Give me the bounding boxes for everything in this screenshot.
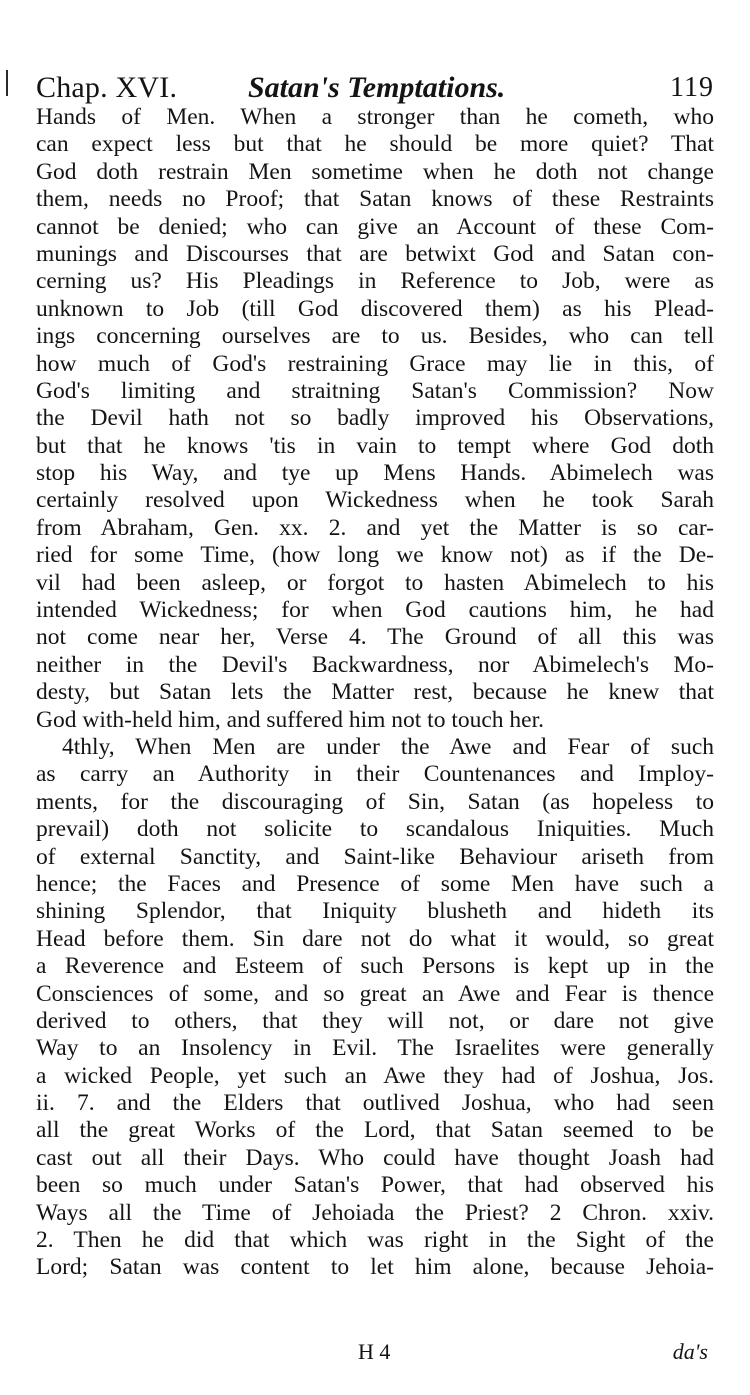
text-line: as carry an Authority in their Countenances and Imploy- bbox=[36, 761, 714, 788]
paragraph-start-line: 4thly, When Men are under the Awe and Fear of such bbox=[62, 733, 714, 760]
text-line: been so much under Satan's Power, that had observed his bbox=[36, 1172, 714, 1199]
text-line: ried for some Time, (how long we know not) as if the De- bbox=[36, 542, 714, 569]
page-header bbox=[36, 68, 714, 108]
text-line: but that he knows 'tis in vain to tempt where God doth bbox=[36, 432, 714, 459]
page-number: 119 bbox=[670, 72, 714, 103]
text-line: all the great Works of the Lord, that Satan seemed to be bbox=[36, 1117, 714, 1144]
text-line: of external Sanctity, and Saint-like Behaviour ariseth from bbox=[36, 843, 714, 870]
text-line: a wicked People, yet such an Awe they had of Joshua, Jos. bbox=[36, 1062, 714, 1089]
text-line: can expect less but that he should be more quiet? That bbox=[36, 131, 714, 158]
text-line: Lord; Satan was content to let him alone, because Jehoia- bbox=[36, 1254, 714, 1281]
text-line: God with-held him, and suffered him not to touch her. bbox=[36, 706, 544, 733]
text-line: cannot be denied; who can give an Account of these Com- bbox=[36, 213, 714, 240]
text-line: Way to an Insolency in Evil. The Israelites were generally bbox=[36, 1035, 714, 1062]
page-footer bbox=[36, 1338, 714, 1366]
margin-rule bbox=[6, 70, 8, 96]
text-line: stop his Way, and tye up Mens Hands. Abimelech was bbox=[36, 460, 714, 487]
text-line: shining Splendor, that Iniquity blusheth and hideth its bbox=[36, 898, 714, 925]
body-text bbox=[36, 104, 714, 1282]
chapter-heading: Chap. XVI. bbox=[36, 71, 178, 104]
text-line: from Abraham, Gen. xx. 2. and yet the Matter is so car- bbox=[36, 514, 714, 541]
text-line: Ways all the Time of Jehoiada the Priest? 2 Chron. xxiv. bbox=[36, 1199, 714, 1226]
text-line: vil had been asleep, or forgot to hasten Abimelech to his bbox=[36, 569, 714, 596]
text-line: them, needs no Proof; that Satan knows of these Restraints bbox=[36, 186, 714, 213]
text-line: munings and Discourses that are betwixt God and Satan con- bbox=[36, 240, 714, 267]
text-line: intended Wickedness; for when God cautions him, he had bbox=[36, 597, 714, 624]
text-line: hence; the Faces and Presence of some Men have such a bbox=[36, 870, 714, 897]
text-line: Hands of Men. When a stronger than he cometh, who bbox=[36, 104, 714, 130]
text-line: Consciences of some, and so great an Awe and Fear is thence bbox=[36, 980, 714, 1007]
text-line: derived to others, that they will not, or dare not give bbox=[36, 1007, 714, 1034]
text-line: God's limiting and straitning Satan's Commission? Now bbox=[36, 377, 714, 404]
text-line: desty, but Satan lets the Matter rest, because he knew that bbox=[36, 679, 714, 706]
text-line: 2. Then he did that which was right in the Sight of the bbox=[36, 1227, 714, 1254]
text-line: God doth restrain Men sometime when he doth not change bbox=[36, 158, 714, 185]
text-line: how much of God's restraining Grace may lie in this, of bbox=[36, 350, 714, 377]
text-line: cerning us? His Pleadings in Reference to Job, were as bbox=[36, 268, 714, 295]
catchword: da's bbox=[672, 1339, 708, 1364]
text-line: cast out all their Days. Who could have thought Joash had bbox=[36, 1144, 714, 1171]
text-line: not come near her, Verse 4. The Ground of all this was bbox=[36, 624, 714, 651]
text-line: ii. 7. and the Elders that outlived Joshua, who had seen bbox=[36, 1090, 714, 1117]
text-line: ments, for the discouraging of Sin, Satan (as hopeless to bbox=[36, 788, 714, 815]
text-line: a Reverence and Esteem of such Persons is kept up in the bbox=[36, 953, 714, 980]
text-line: ings concerning ourselves are to us. Besides, who can tell bbox=[36, 323, 714, 350]
text-line: prevail) doth not solicite to scandalous Iniquities. Much bbox=[36, 816, 714, 843]
text-line: unknown to Job (till God discovered them) as his Plead- bbox=[36, 295, 714, 322]
text-line: Head before them. Sin dare not do what it would, so great bbox=[36, 925, 714, 952]
running-title: Satan's Temptations. bbox=[248, 71, 506, 104]
text-line: certainly resolved upon Wickedness when he took Sarah bbox=[36, 487, 714, 514]
text-line: the Devil hath not so badly improved his Observations, bbox=[36, 405, 714, 432]
signature-mark: H 4 bbox=[358, 1339, 391, 1364]
text-line: neither in the Devil's Backwardness, nor Abimelech's Mo- bbox=[36, 651, 714, 678]
